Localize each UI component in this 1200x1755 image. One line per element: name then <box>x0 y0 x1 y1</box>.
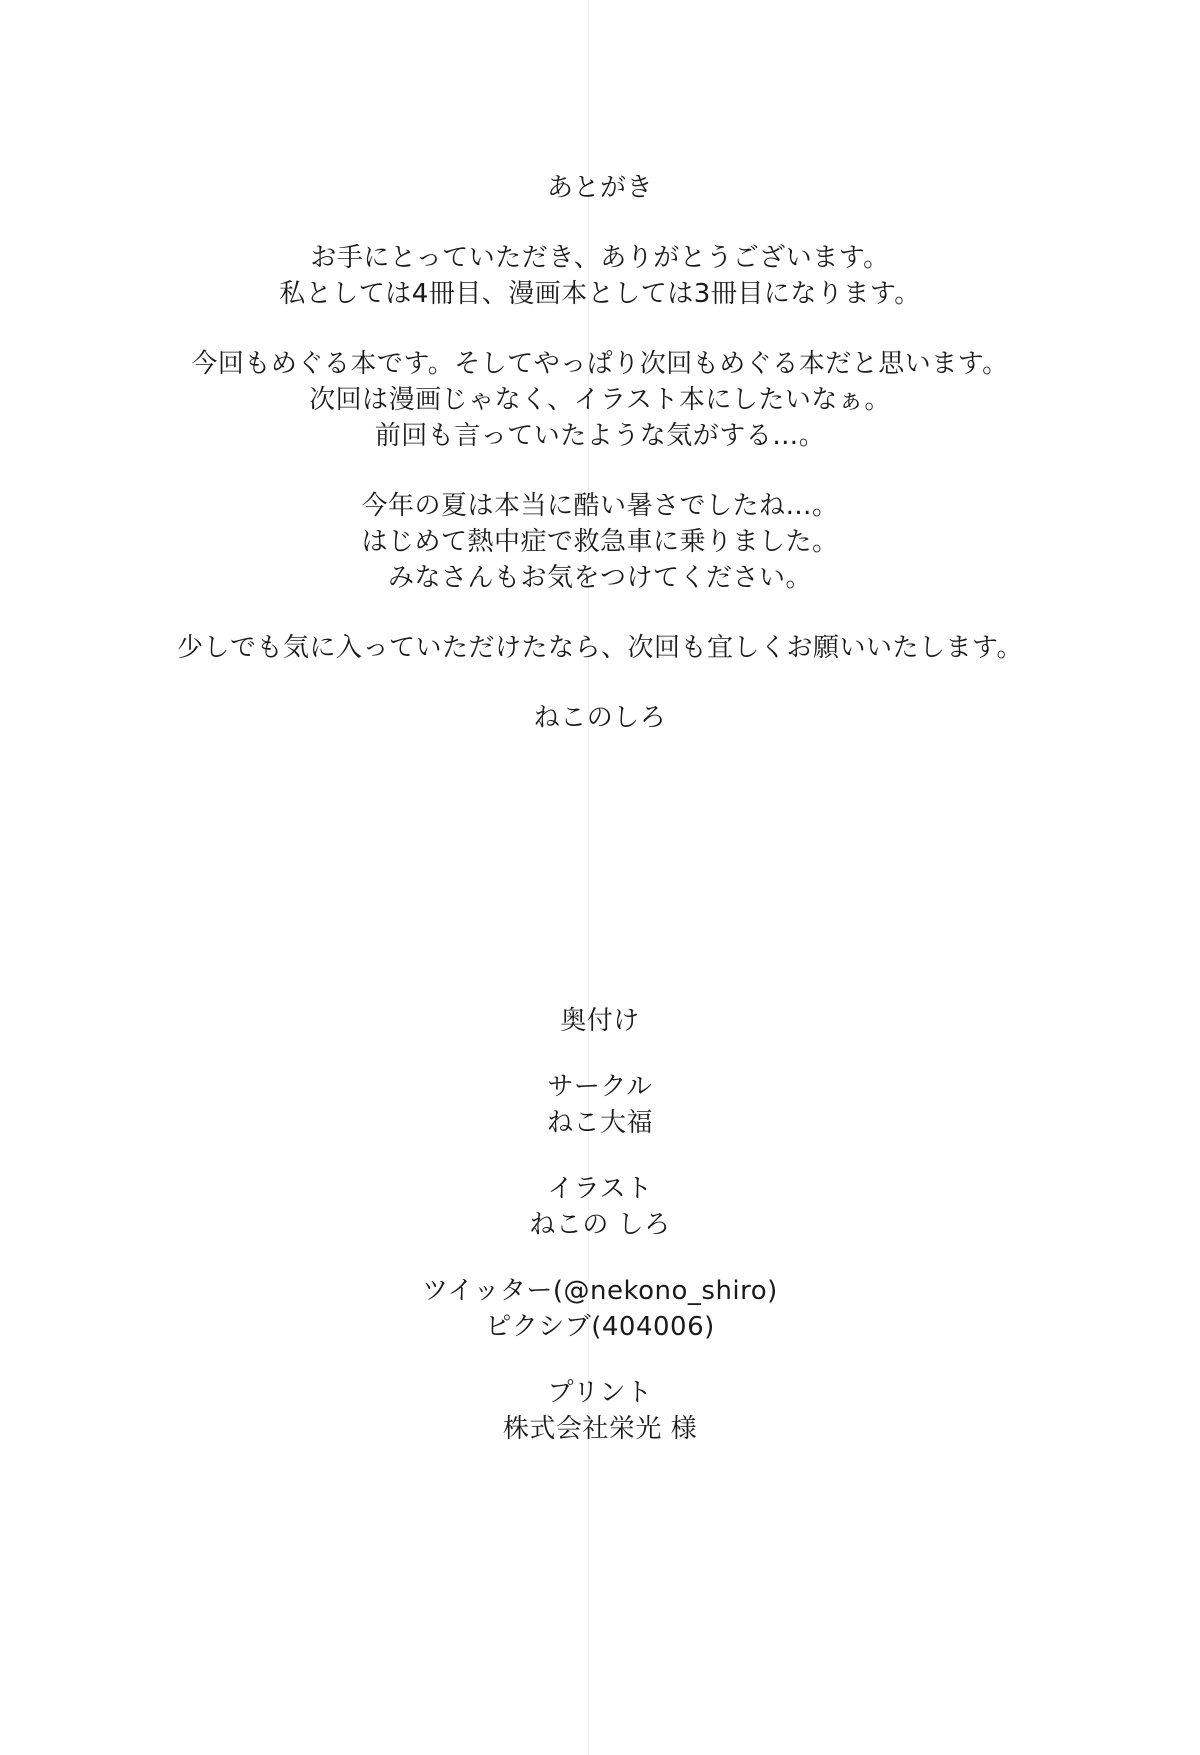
afterword-heading: あとがき <box>546 173 653 203</box>
circle-label: サークル <box>547 1072 653 1102</box>
colophon-section <box>0 1003 1200 1447</box>
afterword-line: 私としては4冊目、漫画本としては3冊目になります。 <box>279 279 921 309</box>
circle-name: ねこ大福 <box>546 1108 653 1138</box>
illust-label: イラスト <box>547 1174 653 1204</box>
afterword-line: 次回は漫画じゃなく、イラスト本にしたいなぁ。 <box>309 385 891 415</box>
illust-name: ねこの しろ <box>529 1210 671 1240</box>
colophon-heading: 奥付け <box>560 1006 640 1036</box>
afterword-line: 今回もめぐる本です。そしてやっぱり次回もめぐる本だと思います。 <box>191 349 1009 379</box>
print-company: 株式会社栄光 様 <box>502 1414 698 1444</box>
print-label: プリント <box>547 1378 653 1408</box>
twitter-handle: ツイッター(@nekono_shiro) <box>422 1276 778 1306</box>
afterword-line: 前回も言っていたような気がする…。 <box>374 421 826 451</box>
afterword-section <box>0 170 1200 736</box>
afterword-line: 今年の夏は本当に酷い暑さでしたね…。 <box>361 491 839 521</box>
afterword-line: はじめて熱中症で救急車に乗りました。 <box>361 527 839 557</box>
afterword-line: みなさんもお気をつけてください。 <box>387 563 812 593</box>
pixiv-id: ピクシブ(404006) <box>485 1312 715 1342</box>
afterword-signature: ねこのしろ <box>533 703 667 733</box>
afterword-line: 少しでも気に入っていただけたなら、次回も宜しくお願いいたします。 <box>177 633 1023 663</box>
afterword-line: お手にとっていただき、ありがとうございます。 <box>310 243 890 273</box>
